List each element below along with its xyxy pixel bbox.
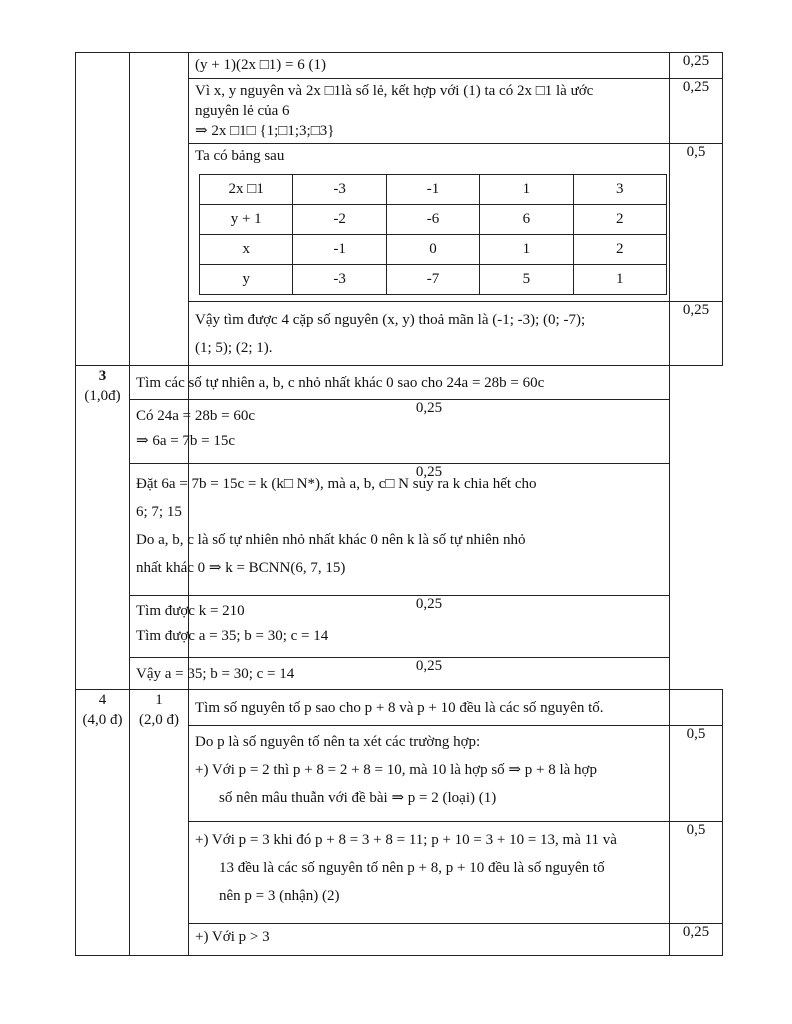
question-cell-4 bbox=[76, 690, 130, 956]
question-number: 4 bbox=[98, 692, 107, 708]
table-row bbox=[76, 690, 723, 726]
text-line: Ta có bảng sau bbox=[195, 148, 285, 164]
text-line: +) Với p > 3 bbox=[195, 929, 270, 945]
text-line: +) Với p = 2 thì p + 8 = 2 + 8 = 10, mà 10 là hợp số ⇒ p + 8 là hợp bbox=[195, 762, 597, 778]
subquestion-cell-1 bbox=[130, 690, 189, 956]
text-line: Do a, b, c là số tự nhiên nhỏ nhất khác 0 nên k là số tự nhiên nhỏ bbox=[136, 532, 526, 548]
value-cell: -3 bbox=[293, 265, 386, 295]
value-cell: 6 bbox=[480, 205, 573, 235]
equation-line: Có 24a = 28b = 60c bbox=[136, 408, 255, 424]
subquestion-points: (1,0đ) bbox=[84, 388, 121, 404]
value-cell: x bbox=[200, 235, 293, 265]
subquestion-number: 1 bbox=[155, 692, 163, 708]
question-points: (4,0 đ) bbox=[82, 712, 123, 728]
table-row bbox=[76, 366, 723, 400]
table-row bbox=[76, 596, 723, 658]
score-cell: 0,5 bbox=[670, 726, 723, 822]
equation-line: ⇒ 2x □1□ {1;□1;3;□3} bbox=[195, 123, 335, 139]
value-table-row bbox=[200, 175, 667, 205]
value-table-row bbox=[200, 265, 667, 295]
table-row bbox=[76, 464, 723, 596]
subquestion-cell-3 bbox=[76, 366, 130, 690]
value-cell: 1 bbox=[480, 235, 573, 265]
value-table-row bbox=[200, 235, 667, 265]
value-cell: -6 bbox=[386, 205, 479, 235]
equation-line: ⇒ 6a = 7b = 15c bbox=[136, 433, 236, 449]
value-cell: -1 bbox=[386, 175, 479, 205]
text-line: Vì x, y nguyên và 2x □1là số lẻ, kết hợp với (1) ta có 2x □1 là ước bbox=[195, 83, 594, 99]
value-cell: 1 bbox=[573, 265, 666, 295]
score-cell: 0,25 bbox=[670, 302, 723, 366]
value-table bbox=[199, 174, 667, 295]
table-row bbox=[76, 400, 723, 464]
answer-key-table bbox=[75, 52, 723, 956]
problem-statement: Tìm các số tự nhiên a, b, c nhỏ nhất khác 0 sao cho 24a = 28b = 60c bbox=[136, 375, 545, 391]
text-line: Đặt 6a = 7b = 15c = k (k□ N*), mà a, b, c□ N suy ra k chia hết cho bbox=[136, 476, 537, 492]
text-line: +) Với p = 3 khi đó p + 8 = 3 + 8 = 11; p + 10 = 3 + 10 = 13, mà 11 và bbox=[195, 832, 617, 848]
score-cell: 0,5 bbox=[670, 822, 723, 924]
text-line: Do p là số nguyên tố nên ta xét các trường hợp: bbox=[195, 734, 481, 750]
value-cell: 1 bbox=[480, 175, 573, 205]
score-cell bbox=[670, 690, 723, 726]
text-line: 13 đều là các số nguyên tố nên p + 8, p + 10 đều là số nguyên tố bbox=[219, 860, 605, 876]
value-cell: 0 bbox=[386, 235, 479, 265]
question-cell-empty bbox=[76, 53, 130, 366]
text-line: số nên mâu thuẫn với đề bài ⇒ p = 2 (loại) (1) bbox=[219, 790, 497, 806]
value-table-row bbox=[200, 205, 667, 235]
value-cell: 3 bbox=[573, 175, 666, 205]
text-line: Tìm được k = 210 bbox=[136, 603, 245, 619]
subquestion-points: (2,0 đ) bbox=[139, 712, 179, 728]
score-cell: 0,25 bbox=[189, 658, 670, 690]
conclusion-line: Vậy a = 35; b = 30; c = 14 bbox=[136, 666, 295, 682]
value-cell: 2 bbox=[573, 235, 666, 265]
score-cell: 0,25 bbox=[670, 53, 723, 79]
problem-statement: Tìm số nguyên tố p sao cho p + 8 và p + 10 đều là các số nguyên tố. bbox=[195, 700, 604, 716]
text-line: nguyên lẻ của 6 bbox=[195, 103, 290, 119]
score-cell: 0,5 bbox=[670, 144, 723, 302]
value-cell: y + 1 bbox=[200, 205, 293, 235]
value-cell: -2 bbox=[293, 205, 386, 235]
value-cell: 5 bbox=[480, 265, 573, 295]
value-cell: -7 bbox=[386, 265, 479, 295]
equation-line: (y + 1)(2x □1) = 6 (1) bbox=[195, 57, 326, 73]
score-cell: 0,25 bbox=[189, 596, 670, 658]
score-cell: 0,25 bbox=[189, 400, 670, 464]
text-line: Vậy tìm được 4 cặp số nguyên (x, y) thoả mãn là (-1; -3); (0; -7); bbox=[195, 312, 586, 328]
value-cell: -1 bbox=[293, 235, 386, 265]
table-row bbox=[76, 658, 723, 690]
value-cell: y bbox=[200, 265, 293, 295]
text-line: nhất khác 0 ⇒ k = BCNN(6, 7, 15) bbox=[136, 560, 346, 576]
subquestion-cell-empty bbox=[130, 53, 189, 366]
value-cell: -3 bbox=[293, 175, 386, 205]
text-line: (1; 5); (2; 1). bbox=[195, 340, 273, 356]
text-line: 6; 7; 15 bbox=[136, 504, 182, 520]
subquestion-number: 3 bbox=[98, 368, 107, 384]
score-cell: 0,25 bbox=[670, 79, 723, 144]
value-cell: 2x □1 bbox=[200, 175, 293, 205]
score-cell: 0,25 bbox=[189, 464, 670, 596]
table-row bbox=[76, 53, 723, 79]
text-line: Tìm được a = 35; b = 30; c = 14 bbox=[136, 628, 329, 644]
text-line: nên p = 3 (nhận) (2) bbox=[219, 888, 340, 904]
value-cell: 2 bbox=[573, 205, 666, 235]
score-cell: 0,25 bbox=[670, 924, 723, 956]
